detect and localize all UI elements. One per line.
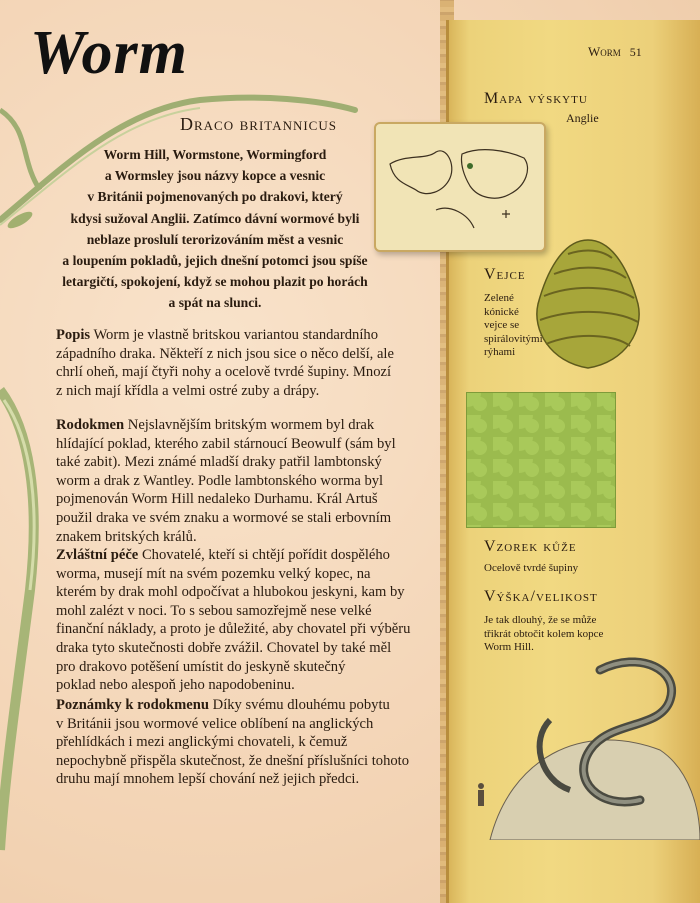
section-line: kterém by drak mohl odpočívat a hlubokou jeskyni, kam by [56,584,405,601]
section-line: také zabit). Mezi známé mladší draky patřil lambtonský [56,454,382,471]
dragon-on-hill-illustration [460,640,700,840]
size-text-line: Worm Hill. [484,641,534,653]
section-line: finanční náklady, a proto je důležité, aby chovatel při výběru [56,621,411,638]
intro-line: letargičtí, spokojení, když se mohou plazit po horách [62,274,368,290]
section-line: worm a drak z Wantley. Podle lambtonského worma byl [56,472,384,489]
egg-text-line: rýhami [484,346,516,358]
section-line: přehlídkách i mezi anglickými chovateli, k čemuž [56,734,348,751]
species-subtitle: Draco britannicus [180,114,337,134]
section-line: v Británii jsou wormové velice oblíbení na anglických [56,715,374,732]
section-line: worma, musejí mít na svém pozemku velký kopec, na [56,565,371,582]
egg-heading: Vejce [484,266,526,283]
page-title: Worm [30,19,188,87]
running-head-title: Worm [588,44,621,59]
section-line: hlídající poklad, kterého zabil stárnoucí Beowulf (sám byl [56,435,396,452]
intro-line: Worm Hill, Wormstone, Wormingford [103,147,327,162]
section-heading: Rodokmen [56,417,125,433]
size-text-line: Je tak dlouhý, že se může [484,614,597,626]
section-line: použil draka ve svém znaku a wormové se stali erbovním [56,509,392,526]
page-number: 51 [629,45,642,59]
section-heading: Zvláštní péče [56,547,139,563]
section-heading: Poznámky k rodokmenu [56,697,209,713]
egg-illustration [530,234,646,374]
section-line: pojmenován Worm Hill nedaleko Durhamu. Král Artuš [56,491,378,508]
section-line: chrlí oheň, mají čtyři nohy a ocelově tvrdé šupiny. Mnozí [56,364,392,381]
egg-text-line: Zelené [484,292,514,304]
running-head [588,44,642,60]
section-line: pro drakovo potěšení umístit do jeskyně skutečný [56,658,346,675]
intro-line: v Británii pojmenovaných po drakovi, který [87,189,343,205]
size-text-line: třikrát obtočit kolem kopce [484,627,604,640]
map-heading: Mapa výskytu [484,90,588,107]
section-line: mohl zalézt v noci. To s sebou samozřejmě nese velké [56,602,372,619]
section-line: Díky svému dlouhému pobytu [209,697,390,713]
egg-text-line: vejce se [484,319,520,331]
skin-text: Ocelově tvrdé šupiny [484,562,579,574]
section-line: Chovatelé, kteří si chtějí pořídit dospělého [138,547,390,563]
section-heading: Popis [56,327,91,343]
intro-line: neblaze proslulí terorizováním měst a vesnic [86,231,344,247]
egg-text-line: spirálovitými [484,332,543,345]
size-heading: Výška/velikost [484,588,598,605]
map-text: Anglie [566,111,599,125]
skin-sample-illustration [466,392,616,528]
intro-line: a loupením pokladů, jejich dnešní potomci jsou spíše [62,253,368,269]
section-line: z nich mají křídla a velmi ostré zuby a drápy. [56,382,320,399]
section-line: znakem britských králů. [56,528,197,545]
intro-line: a spát na slunci. [168,295,262,311]
section-poznamky [56,696,436,789]
range-map-icon [374,122,546,252]
section-zvlastni-pece [56,546,436,695]
section-line: západního draka. Někteří z nich jsou sice o něco delší, ale [56,345,394,362]
section-line: Worm je vlastně britskou variantou standardního [90,327,379,343]
section-line: nepochybně přispěla skutečnost, že dnešní příslušníci tohoto [56,752,410,769]
intro-paragraph [60,144,370,314]
section-line: draka tyto skutečnosti dobře zvážil. Chovatel by také měl [56,639,392,656]
section-rodokmen [56,416,436,546]
egg-text-line: kónické [484,305,519,318]
skin-heading: Vzorek kůže [484,538,577,555]
intro-line: a Wormsley jsou názvy kopce a vesnic [104,168,326,184]
section-line: druhu mají mnohem lepší chování než jejich předci. [56,771,360,788]
section-line: poklad nebo alespoň jeho napodobeninu. [56,677,295,694]
section-line: Nejslavnějším britským wormem byl drak [124,417,375,433]
intro-line: kdysi sužoval Anglii. Zatímco dávní wormové byli [70,210,360,226]
section-popis [56,326,436,400]
